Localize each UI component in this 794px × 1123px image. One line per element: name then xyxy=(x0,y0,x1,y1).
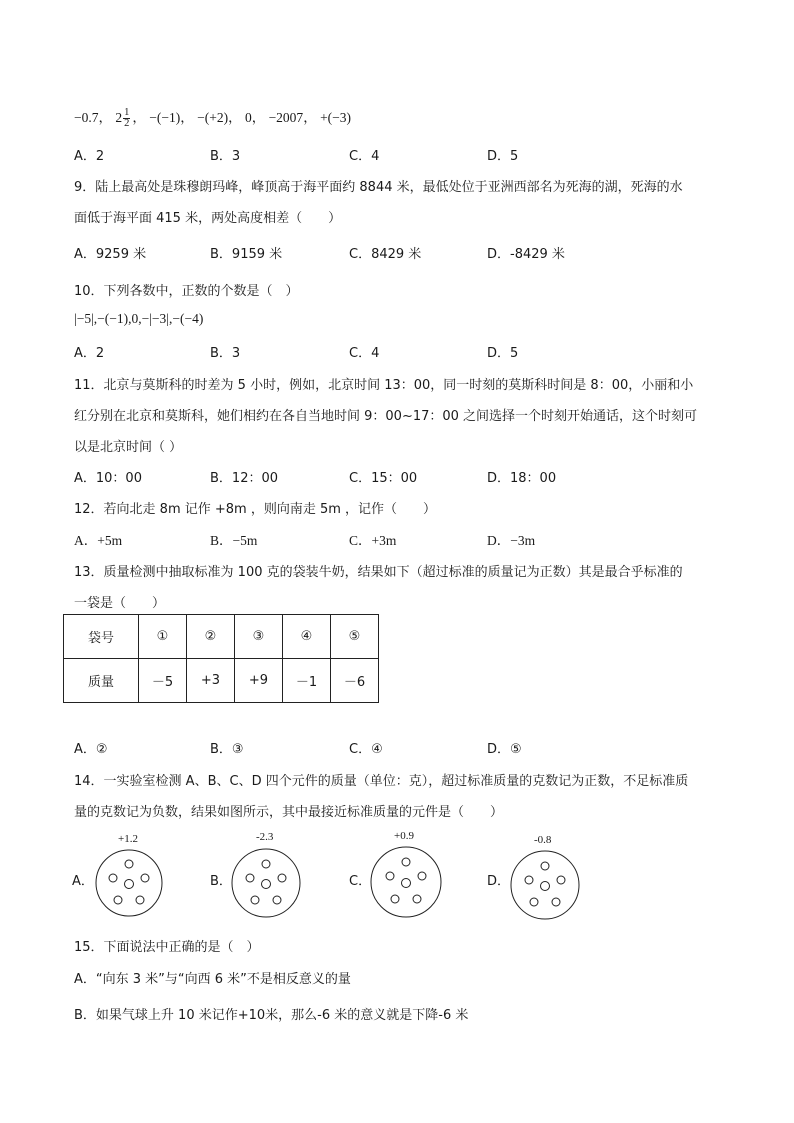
component-b-diagram xyxy=(231,848,311,928)
q13-table xyxy=(63,614,379,703)
table-cell: ② xyxy=(187,615,235,659)
q8-fraction xyxy=(123,108,130,129)
table-cell: ④ xyxy=(283,615,331,659)
fraction-denominator: 2 xyxy=(124,118,130,130)
q9-option-c[interactable]: C．8429 米 xyxy=(349,247,422,262)
comma: ， xyxy=(132,110,146,125)
q8-number: +(−3) xyxy=(320,110,352,125)
comma: ， xyxy=(303,110,317,125)
q11-option-d[interactable]: D．18：00 xyxy=(487,471,557,486)
table-cell: +9 xyxy=(235,659,283,703)
q13-option-a[interactable]: A．② xyxy=(74,742,108,757)
table-cell: ⑤ xyxy=(331,615,379,659)
q10-option-d[interactable]: D．5 xyxy=(487,346,519,361)
component-icon xyxy=(231,848,301,918)
fraction-numerator: 1 xyxy=(124,107,130,119)
table-cell: －1 xyxy=(283,659,331,703)
q11-option-c[interactable]: C．15：00 xyxy=(349,471,418,486)
table-row xyxy=(64,659,379,703)
q8-option-c[interactable]: C．4 xyxy=(349,149,380,164)
q15-stem: 15．下面说法中正确的是（ ） xyxy=(74,940,260,955)
q8-number-list xyxy=(74,106,351,129)
q8-option-d[interactable]: D．5 xyxy=(487,149,519,164)
q12-option-a[interactable]: A．+5m xyxy=(74,533,123,548)
q11-stem-line1: 11．北京与莫斯科的时差为 5 小时，例如，北京时间 13：00，同一时刻的莫斯科时间是 8：00，小丽和小 xyxy=(74,378,694,393)
table-cell: +3 xyxy=(187,659,235,703)
comma: ， xyxy=(98,110,112,125)
comma: ， xyxy=(180,110,194,125)
q14-option-b[interactable]: B． xyxy=(210,874,232,889)
q11-option-a[interactable]: A．10：00 xyxy=(74,471,142,486)
q8-number: −(−1) xyxy=(149,110,181,125)
component-icon xyxy=(94,848,164,918)
q9-stem-line1: 9．陆上最高处是珠穆朗玛峰，峰顶高于海平面约 8844 米，最低处位于亚洲西部名为死海的湖，死海的水 xyxy=(74,180,683,195)
table-cell: ① xyxy=(139,615,187,659)
q11-option-b[interactable]: B．12：00 xyxy=(210,471,279,486)
q8-number: 0 xyxy=(244,110,252,125)
q14-option-c[interactable]: C． xyxy=(349,874,372,889)
component-d-diagram xyxy=(510,850,590,930)
q8-number: −0.7 xyxy=(74,110,99,125)
q9-stem-line2: 面低于海平面 415 米，两处高度相差（ ） xyxy=(74,211,342,226)
component-c-value: +0.9 xyxy=(394,830,414,842)
q13-option-d[interactable]: D．⑤ xyxy=(487,742,522,757)
q8-number: −(+2) xyxy=(197,110,229,125)
component-a-value: +1.2 xyxy=(118,833,138,845)
table-row xyxy=(64,615,379,659)
q9-option-d[interactable]: D．-8429 米 xyxy=(487,247,565,262)
q11-stem-line3: 以是北京时间（ ） xyxy=(74,440,183,455)
q14-option-a[interactable]: A． xyxy=(72,874,94,889)
q13-option-b[interactable]: B．③ xyxy=(210,742,244,757)
q15-option-a[interactable]: A．“向东 3 米”与“向西 6 米”不是相反意义的量 xyxy=(74,972,351,987)
table-cell: －6 xyxy=(331,659,379,703)
q14-stem-line2: 量的克数记为负数，结果如图所示，其中最接近标准质量的元件是（ ） xyxy=(74,805,504,820)
q8-number: −2007 xyxy=(268,110,304,125)
q9-option-a[interactable]: A．9259 米 xyxy=(74,247,147,262)
q10-expression: |−5|,−(−1),0,−|−3|,−(−4) xyxy=(74,311,204,326)
q8-option-b[interactable]: B．3 xyxy=(210,149,241,164)
q13-stem-line1: 13．质量检测中抽取标准为 100 克的袋装牛奶，结果如下（超过标准的质量记为正数）其是最合乎标准的 xyxy=(74,565,683,580)
q11-stem-line2: 红分别在北京和莫斯科，她们相约在各自当地时间 9：00~17：00 之间选择一个时刻开始通话，这个时刻可 xyxy=(74,409,698,424)
q14-option-d[interactable]: D． xyxy=(487,874,511,889)
q8-option-a[interactable]: A．2 xyxy=(74,149,105,164)
table-cell: －5 xyxy=(139,659,187,703)
q10-option-b[interactable]: B．3 xyxy=(210,346,241,361)
comma: ， xyxy=(251,110,266,125)
q13-option-c[interactable]: C．④ xyxy=(349,742,383,757)
component-b-value: -2.3 xyxy=(256,831,274,843)
q15-option-b[interactable]: B．如果气球上升 10 米记作+10米，那么-6 米的意义就是下降-6 米 xyxy=(74,1008,469,1023)
component-a-diagram xyxy=(94,848,174,928)
q12-option-c[interactable]: C．+3m xyxy=(349,533,397,548)
q12-option-b[interactable]: B．−5m xyxy=(210,533,258,548)
q10-option-c[interactable]: C．4 xyxy=(349,346,380,361)
component-d-value: -0.8 xyxy=(534,834,552,846)
q8-mixed-whole: 2 xyxy=(115,110,123,125)
q10-stem: 10．下列各数中，正数的个数是（ ） xyxy=(74,284,299,299)
table-cell: 质量 xyxy=(64,659,139,703)
q13-stem-line2: 一袋是（ ） xyxy=(74,596,166,611)
comma: ， xyxy=(228,110,242,125)
component-icon xyxy=(510,850,580,920)
q10-option-a[interactable]: A．2 xyxy=(74,346,105,361)
q14-stem-line1: 14．一实验室检测 A、B、C、D 四个元件的质量（单位：克），超过标准质量的克数记为正数，不足标准质 xyxy=(74,774,689,789)
q9-option-b[interactable]: B．9159 米 xyxy=(210,247,283,262)
table-cell: 袋号 xyxy=(64,615,139,659)
table-cell: ③ xyxy=(235,615,283,659)
component-c-diagram xyxy=(370,846,450,926)
component-icon xyxy=(370,846,442,918)
q12-option-d[interactable]: D．−3m xyxy=(487,533,536,548)
q12-stem: 12．若向北走 8m 记作 +8m ，则向南走 5m ，记作（ ） xyxy=(74,502,437,517)
